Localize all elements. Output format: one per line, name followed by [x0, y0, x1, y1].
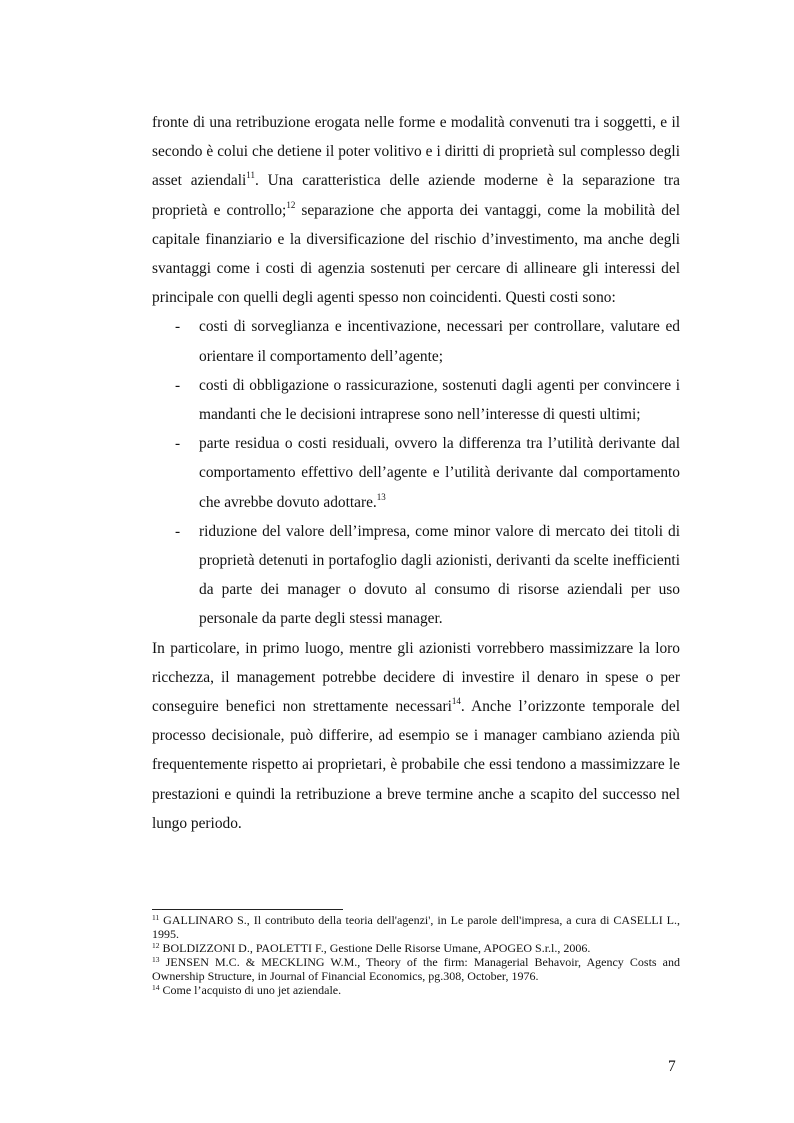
footnote	[152, 983, 680, 997]
footnote-number: 12	[152, 941, 160, 950]
footnote-number: 14	[152, 983, 160, 992]
footnote-text: GALLINARO S., Il contributo della teoria dell'agenzi', in Le parole dell'impresa, a cura di CASELLI L., 1995.	[152, 913, 680, 941]
list-item-text: costi di obbligazione o rassicurazione, sostenuti dagli agenti per convincere i mandanti che le decisioni intraprese sono nell’interesse di questi ultimi;	[199, 376, 680, 424]
footnote-number: 13	[152, 955, 160, 964]
list-dash: -	[175, 376, 181, 394]
footnote-text: Come l’acquisto di uno jet aziendale.	[159, 983, 342, 997]
footnote-ref-14: 14	[451, 696, 461, 707]
footnote-ref-13: 13	[376, 491, 386, 502]
cost-list	[152, 312, 680, 633]
list-item	[152, 429, 680, 517]
paragraph-1-text-a: fronte di una retribuzione erogata nelle forme e modalità convenuti tra i soggetti, e il secondo è colui che detiene il poter volitivo e i diritti di proprietà sul complesso degli asset aziendali	[152, 114, 680, 190]
list-dash: -	[175, 435, 181, 453]
list-item-text: parte residua o costi residuali, ovvero la differenza tra l’utilità derivante dal comportamento effettivo dell’agente e l’utilità derivante dal comportamento che avrebbe dovuto adottare.	[199, 435, 680, 511]
footnote-number: 11	[152, 913, 160, 922]
footnote	[152, 941, 680, 955]
list-item	[152, 517, 680, 634]
list-dash: -	[175, 318, 181, 336]
paragraph-1-text-c: separazione che apporta dei vantaggi, come la mobilità del capitale finanziario e la diversificazione del rischio d’investimento, ma anche degli svantaggi come i costi di agenzia sostenuti per cercare di allineare gli interessi del principale con quelli degli agenti spesso non coincidenti. Questi costi sono:	[152, 201, 681, 307]
paragraph-1	[152, 108, 680, 312]
list-item-text: riduzione del valore dell’impresa, come minor valore di mercato dei titoli di proprietà detenuti in portafoglio dagli azionisti, derivanti da scelte inefficienti da parte dei manager o dovuto al consumo di risorse aziendali per uso personale da parte degli stessi manager.	[199, 522, 680, 628]
list-item-text: costi di sorveglianza e incentivazione, necessari per controllare, valutare ed orientare il comportamento dell’agente;	[199, 318, 680, 365]
paragraph-1-text-b: . Una caratteristica delle aziende moderne è la separazione tra proprietà e controllo;	[152, 172, 680, 219]
footnote-separator	[152, 909, 343, 910]
footnote	[152, 913, 680, 941]
page-body	[152, 108, 680, 838]
footnote-text: BOLDIZZONI D., PAOLETTI F., Gestione Delle Risorse Umane, APOGEO S.r.l., 2006.	[159, 941, 591, 955]
paragraph-2-text-b: . Anche l’orizzonte temporale del processo decisionale, può differire, ad esempio se i manager cambiano azienda più frequentemente rispetto ai proprietari, è probabile che essi tendono a massimizzare le prestazioni e quindi la retribuzione a breve termine anche a scapito del successo nel lungo periodo.	[152, 698, 680, 832]
list-dash: -	[175, 522, 181, 540]
footnote	[152, 955, 680, 983]
footnote-ref-12: 12	[286, 199, 296, 210]
footnotes	[152, 913, 680, 997]
paragraph-2	[152, 634, 680, 838]
list-item	[152, 371, 680, 429]
page-number: 7	[668, 1058, 676, 1075]
footnote-ref-11: 11	[246, 170, 255, 181]
paragraph-2-text-a: In particolare, in primo luogo, mentre gli azionisti vorrebbero massimizzare la loro ricchezza, il management potrebbe decidere di investire il denaro in spese o per conseguire benefici non strettamente necessari	[152, 639, 680, 716]
list-item	[152, 312, 680, 370]
footnote-text: JENSEN M.C. & MECKLING W.M., Theory of the firm: Managerial Behavoir, Agency Costs and Ownership Structure, in Journal of Financial Economics, pg.308, October, 1976.	[152, 955, 680, 983]
